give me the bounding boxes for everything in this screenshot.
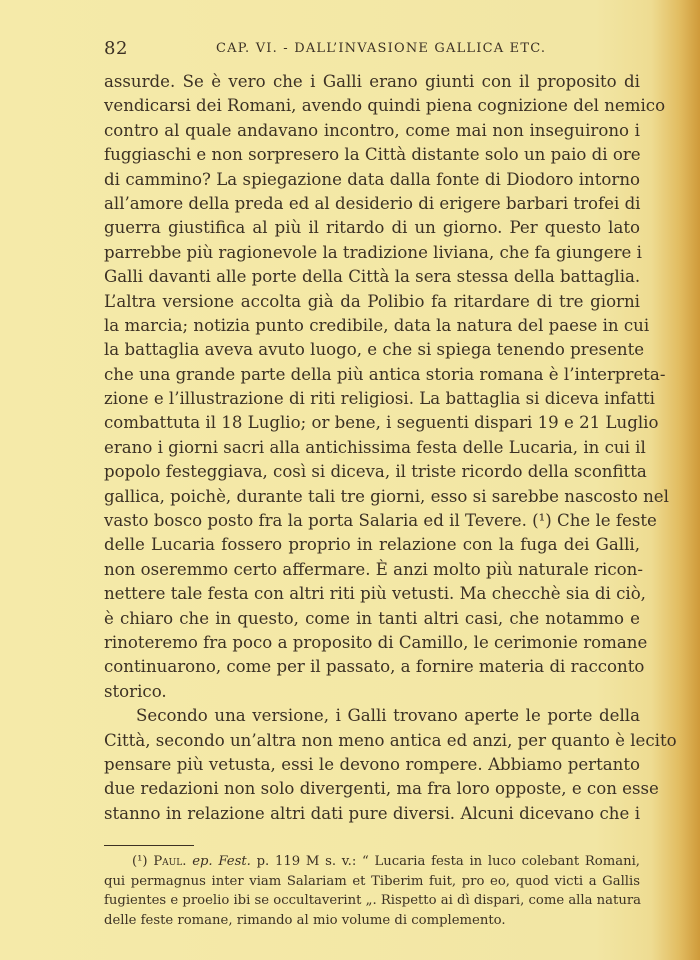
text-line: L’altra versione accolta già da Polibio fa ritardare di tre giorni bbox=[104, 291, 640, 311]
text-line: erano i giorni sacri alla antichissima festa delle Lucaria, in cui il bbox=[104, 437, 646, 457]
page-number: 82 bbox=[104, 38, 128, 59]
footnote-citation: p. 119 M s. v.: “ Lucaria festa in luco colebant Romani, bbox=[256, 854, 640, 869]
running-head: CAP. VI. - DALL’INVASIONE GALLICA ETC. bbox=[216, 41, 547, 56]
text-line: la marcia; notizia punto credibile, data la natura del paese in cui bbox=[104, 315, 650, 335]
paragraph-start-line: Secondo una versione, i Galli trovano aperte le porte della bbox=[136, 706, 640, 726]
footnote-line: delle feste romane, rimando al mio volume di complemento. bbox=[104, 912, 506, 928]
text-line: rinoteremo fra poco a proposito di Camillo, le cerimonie romane bbox=[104, 632, 648, 652]
text-line: vendicarsi dei Romani, avendo quindi piena cognizione del nemico bbox=[104, 96, 666, 116]
footnote bbox=[104, 852, 640, 930]
text-line: Città, secondo un’altra non meno antica ed anzi, per quanto è lecito bbox=[104, 730, 677, 750]
text-line: zione e l’illustrazione di riti religiosi. La battaglia si diceva infatti bbox=[104, 389, 655, 409]
text-line: delle Lucaria fossero proprio in relazione con la fuga dei Galli, bbox=[104, 535, 640, 555]
footnote-line bbox=[104, 852, 640, 872]
text-line: parrebbe più ragionevole la tradizione liviana, che fa giungere i bbox=[104, 242, 642, 262]
text-line: stanno in relazione altri dati pure diversi. Alcuni dicevano che i bbox=[104, 803, 640, 823]
text-line: popolo festeggiava, così si diceva, il triste ricordo della sconfitta bbox=[104, 462, 647, 482]
text-line: nettere tale festa con altri riti più vetusti. Ma checchè sia di ciò, bbox=[104, 584, 646, 604]
text-line: gallica, poichè, durante tali tre giorni, esso si sarebbe nascosto nel bbox=[104, 486, 669, 506]
text-line: fuggiaschi e non sorpresero la Città distante solo un paio di ore bbox=[104, 145, 641, 165]
text-line: combattuta il 18 Luglio; or bene, i seguenti dispari 19 e 21 Luglio bbox=[104, 413, 659, 433]
text-line: assurde. Se è vero che i Galli erano giunti con il proposito di bbox=[104, 72, 640, 91]
paragraph-end-line: storico. bbox=[104, 681, 167, 701]
text-line: di cammino? La spiegazione data dalla fonte di Diodoro intorno bbox=[104, 169, 640, 189]
footnote-work: ep. Fest. bbox=[192, 854, 251, 869]
footnote-author: Paul. bbox=[153, 854, 187, 869]
footnote-line: fugientes e proelio ibi se occultaverint „. Rispetto ai dì dispari, come alla natura bbox=[104, 893, 641, 908]
text-line: la battaglia aveva avuto luogo, e che si spiega tenendo presente bbox=[104, 340, 645, 360]
footnote-divider bbox=[104, 845, 194, 846]
body-text bbox=[104, 70, 677, 826]
text-line: guerra giustifica al più il ritardo di un giorno. Per questo lato bbox=[104, 218, 640, 238]
text-line: due redazioni non solo divergenti, ma fra loro opposte, e con esse bbox=[104, 779, 659, 799]
text-line: non oseremmo certo affermare. È anzi molto più naturale ricon- bbox=[104, 559, 643, 579]
text-line: continuarono, come per il passato, a fornire materia di racconto bbox=[104, 657, 645, 677]
text-line: che una grande parte della più antica storia romana è l’interpreta- bbox=[104, 364, 666, 384]
text-line: è chiaro che in questo, come in tanti altri casi, che notammo e bbox=[104, 608, 640, 628]
text-line: Galli davanti alle porte della Città la sera stessa della battaglia. bbox=[104, 267, 641, 287]
text-line: vasto bosco posto fra la porta Salaria ed il Tevere. (¹) Che le feste bbox=[104, 511, 657, 531]
text-line: all’amore della preda ed al desiderio di erigere barbari trofei di bbox=[104, 193, 641, 213]
footnote-line: qui permagnus inter viam Salariam et Tiberim fuit, pro eo, quod victi a Gallis bbox=[104, 873, 640, 889]
text-line: contro al quale andavano incontro, come mai non inseguirono i bbox=[104, 120, 640, 140]
footnote-marker: (¹) bbox=[132, 854, 148, 869]
page-header bbox=[104, 36, 640, 62]
text-line: pensare più vetusta, essi le devono rompere. Abbiamo pertanto bbox=[104, 754, 640, 774]
